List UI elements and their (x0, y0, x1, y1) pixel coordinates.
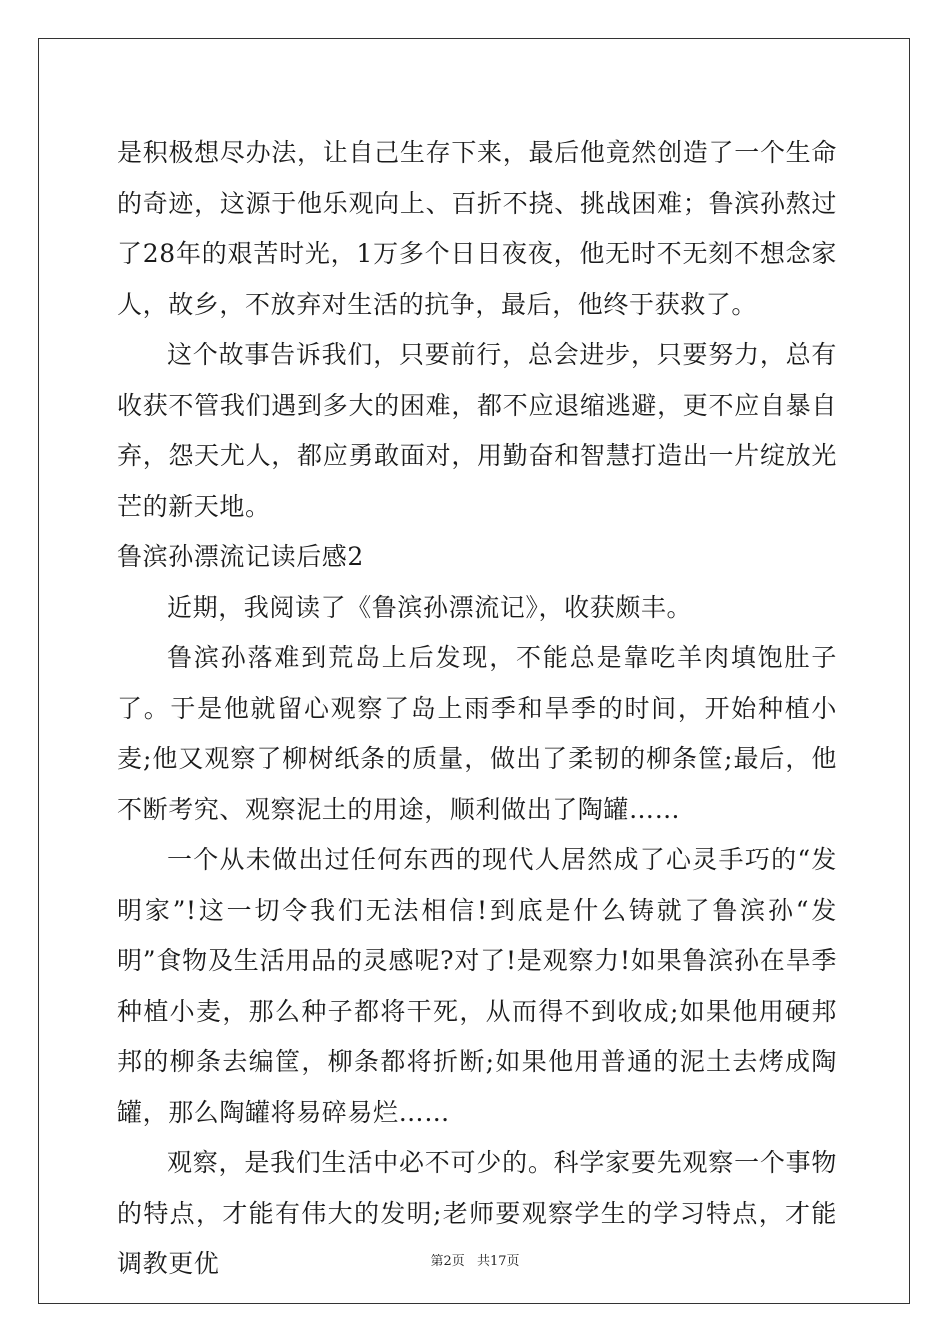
paragraph-conclusion: 观察，是我们生活中必不可少的。科学家要先观察一个事物的特点，才能有伟大的发明;老师要观察学生的学习特点，才能调教更优 (117, 1148, 837, 1278)
paragraph-observation: 鲁滨孙落难到荒岛上后发现，不能总是靠吃羊肉填饱肚子了。于是他就留心观察了岛上雨季和旱季的时间，开始种植小麦;他又观察了柳树纸条的质量，做出了柔韧的柳条筐;最后，他不断考究、观察泥土的用途，顺利做出了陶罐…… (117, 643, 837, 824)
page-number: 第2页 (430, 1254, 465, 1269)
section-heading: 鲁滨孙漂流记读后感2 (117, 542, 364, 571)
paragraph-inventor: 一个从未做出过任何东西的现代人居然成了心灵手巧的“发明家”!这一切令我们无法相信!到底是什么铸就了鲁滨孙“发明”食物及生活用品的灵感呢?对了!是观察力!如果鲁滨孙在旱季种植小麦，那么种子都将干死，从而得不到收成;如果他用硬邦邦的柳条去编筐，柳条都将折断;如果他用普通的泥土去烤成陶罐，那么陶罐将易碎易烂…… (117, 845, 837, 1127)
page-total: 共17页 (476, 1254, 520, 1269)
paragraph-intro: 近期，我阅读了《鲁滨孙漂流记》，收获颇丰。 (167, 592, 693, 622)
paragraph-moral: 这个故事告诉我们，只要前行，总会进步，只要努力，总有收获不管我们遇到多大的困难，都不应退缩逃避，更不应自暴自弃，怨天尤人，都应勇敢面对，用勤奋和智慧打造出一片绽放光芒的新天地。 (117, 340, 837, 521)
document-body (117, 128, 837, 1290)
page-footer (0, 1250, 950, 1269)
paragraph-continuation: 是积极想尽办法，让自己生存下来，最后他竟然创造了一个生命的奇迹，这源于他乐观向上、百折不挠、挑战困难；鲁滨孙熬过了28年的艰苦时光，1万多个日日夜夜，他无时不无刻不想念家人，故乡，不放弃对生活的抗争，最后，他终于获救了。 (117, 138, 837, 319)
